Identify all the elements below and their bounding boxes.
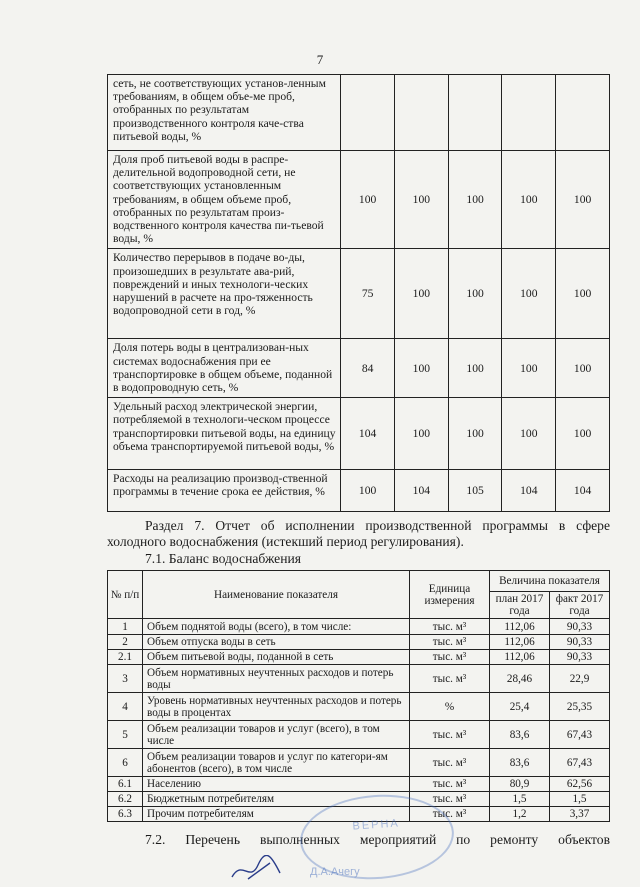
balance-name: Объем поднятой воды (всего), в том числе: — [143, 619, 410, 635]
indicator-label: Количество перерывов в подаче во-ды, произошедших в результате ава-рий, повреждений и иных технологи-ческих нарушений в расчете на про-тяженность водопроводной сети в год, % — [108, 249, 341, 339]
indicator-value: 100 — [394, 398, 448, 470]
indicator-value: 100 — [556, 339, 610, 398]
balance-fact: 3,37 — [550, 807, 610, 822]
balance-row — [108, 721, 610, 749]
balance-num: 1 — [108, 619, 143, 635]
balance-plan: 83,6 — [490, 721, 550, 749]
balance-num: 6.2 — [108, 792, 143, 807]
indicator-value: 100 — [448, 398, 502, 470]
indicator-label: Удельный расход электрической энергии, потребляемой в технологи-ческом процессе транспортировки питьевой воды, на единицу объема транспортируемой питьевой воды, % — [108, 398, 341, 470]
section-7-2-heading: 7.2. Перечень выполненных мероприятий по ремонту объектов — [145, 832, 610, 847]
indicator-value: 104 — [394, 470, 448, 512]
section-7-1-heading: 7.1. Баланс водоснабжения — [145, 551, 302, 566]
indicator-label: сеть, не соответствующих установ-ленным требованиям, в общем объе-ме проб, отобранных по результатам производственного контроля каче-ства питьевой воды, % — [108, 75, 341, 151]
indicator-value: 84 — [341, 339, 395, 398]
balance-plan: 112,06 — [490, 619, 550, 635]
balance-fact: 90,33 — [550, 635, 610, 650]
indicator-label: Доля проб питьевой воды в распре-делительной водопроводной сети, не соответствующих установленным требованиям, в общем объеме проб, отобранных по результатам произ-водственного контроля качества пи-тьевой воды, % — [108, 151, 341, 249]
col-header-unit: Единица измерения — [410, 571, 490, 619]
indicator-value: 100 — [448, 151, 502, 249]
balance-unit: тыс. м³ — [410, 777, 490, 792]
indicators-table — [107, 74, 610, 512]
balance-plan: 28,46 — [490, 665, 550, 693]
indicator-value — [556, 75, 610, 151]
balance-name: Объем питьевой воды, поданной в сеть — [143, 650, 410, 665]
col-header-name: Наименование показателя — [143, 571, 410, 619]
balance-unit: % — [410, 693, 490, 721]
balance-row — [108, 619, 610, 635]
indicator-value: 100 — [394, 339, 448, 398]
balance-unit: тыс. м³ — [410, 650, 490, 665]
balance-fact: 67,43 — [550, 749, 610, 777]
balance-row — [108, 777, 610, 792]
signature — [228, 855, 288, 885]
balance-unit: тыс. м³ — [410, 635, 490, 650]
indicator-value: 100 — [502, 151, 556, 249]
balance-unit: тыс. м³ — [410, 721, 490, 749]
balance-num: 5 — [108, 721, 143, 749]
col-header-value-group: Величина показателя — [490, 571, 610, 592]
col-header-plan: план 2017 года — [490, 592, 550, 619]
indicator-value — [502, 75, 556, 151]
col-header-fact: факт 2017 года — [550, 592, 610, 619]
indicator-row — [108, 151, 610, 249]
indicator-value: 100 — [394, 249, 448, 339]
indicator-row — [108, 249, 610, 339]
balance-unit: тыс. м³ — [410, 792, 490, 807]
indicator-value: 100 — [502, 339, 556, 398]
balance-plan: 1,5 — [490, 792, 550, 807]
balance-name: Населению — [143, 777, 410, 792]
indicator-value: 100 — [556, 151, 610, 249]
balance-row — [108, 693, 610, 721]
indicator-row — [108, 470, 610, 512]
indicator-row — [108, 398, 610, 470]
balance-unit: тыс. м³ — [410, 807, 490, 822]
balance-row — [108, 665, 610, 693]
balance-row — [108, 749, 610, 777]
balance-name: Объем реализации товаров и услуг (всего), в том числе — [143, 721, 410, 749]
indicator-value: 100 — [448, 249, 502, 339]
indicator-label: Расходы на реализацию производ-ственной программы в течение срока ее действия, % — [108, 470, 341, 512]
indicator-value: 100 — [341, 470, 395, 512]
indicator-label: Доля потерь воды в централизован-ных системах водоснабжения при ее транспортировке в общем объеме, поданной в водопроводную сеть, % — [108, 339, 341, 398]
balance-num: 6.3 — [108, 807, 143, 822]
stamp-text: ВЕРНА — [352, 817, 401, 833]
water-balance-table — [107, 570, 610, 822]
balance-num: 4 — [108, 693, 143, 721]
balance-name: Уровень нормативных неучтенных расходов и потерь воды в процентах — [143, 693, 410, 721]
balance-plan: 112,06 — [490, 650, 550, 665]
col-header-num: № п/п — [108, 571, 143, 619]
balance-plan: 112,06 — [490, 635, 550, 650]
balance-num: 2 — [108, 635, 143, 650]
section-7-heading: Раздел 7. Отчет об исполнении производственной программы в сфере холодного водоснабжения (истекший период регулирования). — [107, 518, 610, 549]
page-number: 7 — [316, 52, 324, 67]
balance-unit: тыс. м³ — [410, 665, 490, 693]
balance-name: Объем нормативных неучтенных расходов и потерь воды — [143, 665, 410, 693]
indicator-value: 75 — [341, 249, 395, 339]
balance-fact: 62,56 — [550, 777, 610, 792]
indicator-value — [394, 75, 448, 151]
indicator-value: 100 — [502, 249, 556, 339]
indicator-value: 104 — [556, 470, 610, 512]
balance-plan: 80,9 — [490, 777, 550, 792]
balance-fact: 25,35 — [550, 693, 610, 721]
balance-num: 6.1 — [108, 777, 143, 792]
indicator-value: 105 — [448, 470, 502, 512]
indicator-value: 100 — [502, 398, 556, 470]
indicator-value: 100 — [556, 249, 610, 339]
indicator-value: 100 — [448, 339, 502, 398]
indicator-row — [108, 339, 610, 398]
balance-name: Объем отпуска воды в сеть — [143, 635, 410, 650]
balance-name: Прочим потребителям — [143, 807, 410, 822]
indicator-value: 104 — [502, 470, 556, 512]
balance-plan: 1,2 — [490, 807, 550, 822]
indicator-value: 100 — [341, 151, 395, 249]
balance-fact: 90,33 — [550, 650, 610, 665]
indicator-value: 104 — [341, 398, 395, 470]
balance-plan: 83,6 — [490, 749, 550, 777]
balance-name: Бюджетным потребителям — [143, 792, 410, 807]
balance-row — [108, 650, 610, 665]
balance-num: 6 — [108, 749, 143, 777]
balance-fact: 22,9 — [550, 665, 610, 693]
balance-unit: тыс. м³ — [410, 749, 490, 777]
balance-num: 2.1 — [108, 650, 143, 665]
balance-fact: 1,5 — [550, 792, 610, 807]
indicator-value: 100 — [394, 151, 448, 249]
balance-name: Объем реализации товаров и услуг по категори-ям абонентов (всего), в том числе — [143, 749, 410, 777]
indicator-value: 100 — [556, 398, 610, 470]
balance-fact: 67,43 — [550, 721, 610, 749]
balance-num: 3 — [108, 665, 143, 693]
balance-unit: тыс. м³ — [410, 619, 490, 635]
indicator-value — [341, 75, 395, 151]
balance-row — [108, 635, 610, 650]
balance-plan: 25,4 — [490, 693, 550, 721]
indicator-value — [448, 75, 502, 151]
signature-name: Д.А.Ачегу — [310, 866, 360, 878]
balance-fact: 90,33 — [550, 619, 610, 635]
indicator-row — [108, 75, 610, 151]
